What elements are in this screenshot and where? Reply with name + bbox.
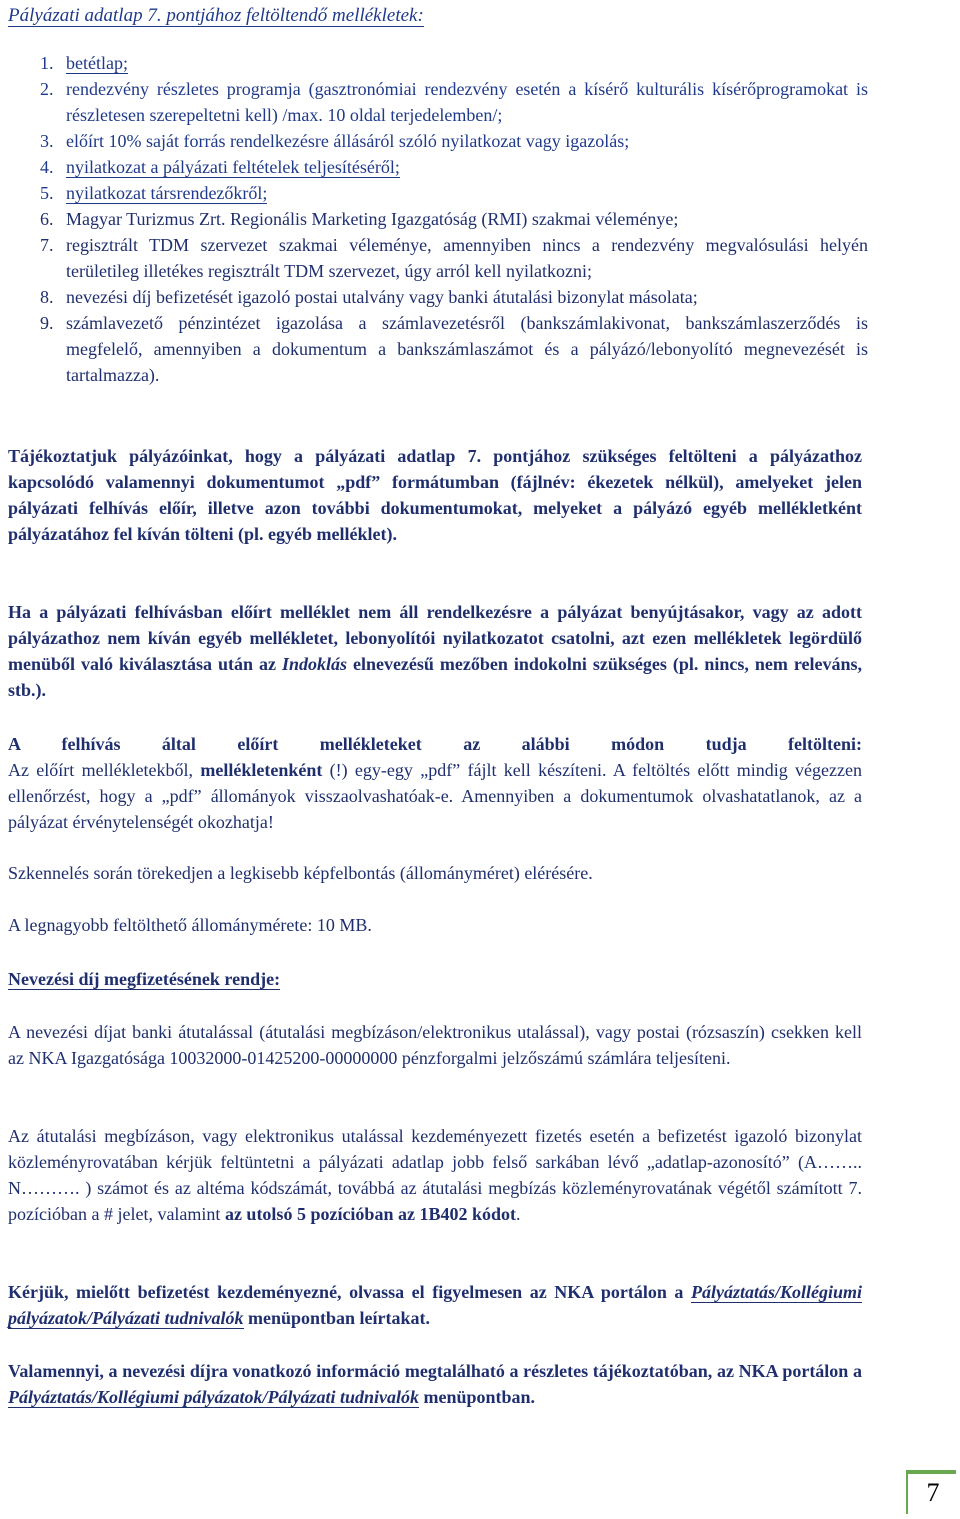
portal-link[interactable]: Pályáztatás/Kollégiumi pályázatok/Pályázati tudnivalók bbox=[8, 1387, 420, 1407]
list-item: 1. betétlap; bbox=[40, 53, 128, 73]
list-item: 6. Magyar Turizmus Zrt. Regionális Marketing Igazgatóság (RMI) szakmai véleménye; bbox=[40, 209, 679, 229]
list-item: 2. rendezvény részletes programja (gasztronómiai rendezvény esetén a kísérő kulturális kísérőprogramokat is részletesen szerepeltetni kell) /max. 10 oldal terjedelemben/; bbox=[40, 79, 868, 125]
attachment-list bbox=[8, 50, 868, 388]
fee-paragraph-reference: Az átutalási megbízáson, vagy elektronikus utalással kezdeményezett fizetés esetén a befizetést igazoló bizonylat közleményrovatában kérjük feltüntetni a pályázati adatlap jobb felső sarkában lévő „adatlap-azonosító” (A…….. N………. ) számot és az altéma kódszámát, továbbá az átutalási megbízás közleményrovatának végétől számított 7. pozícióban a # jelet, valamint az utolsó 5 pozícióban az 1B402 kódot. bbox=[8, 1126, 862, 1224]
list-item: 4. nyilatkozat a pályázati feltételek teljesítéséről; bbox=[40, 157, 400, 177]
section-title: Pályázati adatlap 7. pontjához feltöltendő mellékletek: bbox=[8, 5, 424, 26]
info-paragraph-missing-attachment: Ha a pályázati felhívásban előírt melléklet nem áll rendelkezésre a pályázat benyújtásakor, vagy az adott pályázathoz nem kíván egyéb mellékletet, lebonyolítói nyilatkozatot csatolni, azt ezen mellékletek legördülő menüből való kiválasztása után az Indoklás elnevezésű mezőben indokolni szükséges (pl. nincs, nem releváns, stb.). bbox=[8, 602, 862, 700]
info-paragraph-scanning: Szkennelés során törekedjen a legkisebb képfelbontás (állományméret) elérésére. bbox=[8, 863, 593, 883]
fee-paragraph-read-first: Kérjük, mielőtt befizetést kezdeményezné, olvassa el figyelmesen az NKA portálon a Pályáztatás/Kollégiumi pályázatok/Pályázati tudnivalók menüpontban leírtakat. bbox=[8, 1282, 862, 1328]
page-number: 7 bbox=[906, 1474, 958, 1514]
list-item: 8. nevezési díj befizetését igazoló postai utalvány vagy banki átutalási bizonylat másolata; bbox=[40, 287, 698, 307]
info-paragraph-max-size: A legnagyobb feltölthető állománymérete: 10 MB. bbox=[8, 915, 372, 935]
list-item: 9. számlavezető pénzintézet igazolása a számlavezetésről (bankszámlakivonat, bankszámlaszerződés is megfelelő, amennyiben a dokumentum a bankszámlaszámot és a pályázó/lebonyolító megnevezését is tartalmazza). bbox=[40, 313, 868, 385]
list-item: 3. előírt 10% saját forrás rendelkezésre állásáról szóló nyilatkozat vagy igazolás; bbox=[40, 131, 630, 151]
fee-section-heading: Nevezési díj megfizetésének rendje: bbox=[8, 969, 281, 989]
info-paragraph-upload: Tájékoztatjuk pályázóinkat, hogy a pályázati adatlap 7. pontjához szükséges feltölteni a pályázathoz kapcsolódó valamennyi dokumentumot „pdf” formátumban (fájlnév: ékezetek nélkül), amelyeket jelen pályázati felhívás előír, illetve azon további dokumentumokat, melyeket a pályázó egyéb mellékletként pályázatához fel kíván tölteni (pl. egyéb melléklet). bbox=[8, 446, 862, 544]
portal-link[interactable]: Pályáztatás/Kollégiumi pályázatok/Pályázati tudnivalók bbox=[8, 1282, 862, 1328]
list-item: 7. regisztrált TDM szervezet szakmai véleménye, amennyiben nincs a rendezvény megvalósulási helyén területileg illetékes regisztrált TDM szervezet, úgy arról kell nyilatkozni; bbox=[40, 235, 868, 281]
fee-paragraph-transfer: A nevezési díjat banki átutalással (átutalási megbízáson/elektronikus utalással), vagy postai (rózsaszín) csekken kell az NKA Igazgatósága 10032000-01425200-00000000 pénzforgalmi jelzőszámú számlára teljesíteni. bbox=[8, 1022, 862, 1068]
info-paragraph-upload-method: A felhívás által előírt mellékleteket az alábbi módon tudja feltölteni: Az előírt mellékletekből, mellékletenként (!) egy-egy „pdf” fájlt kell készíteni. A feltöltés előtt mindig végezzen ellenőrzést, hogy a „pdf” állományok visszaolvashatóak-e. Amennyiben a dokumentumok olvashatatlanok, az a pályázat érvénytelenségét okozhatja! bbox=[8, 734, 862, 832]
fee-paragraph-more-info: Valamennyi, a nevezési díjra vonatkozó információ megtalálható a részletes tájékoztatóban, az NKA portálon a Pályáztatás/Kollégiumi pályázatok/Pályázati tudnivalók menüpontban. bbox=[8, 1361, 862, 1407]
list-item: 5. nyilatkozat társrendezőkről; bbox=[40, 183, 268, 203]
